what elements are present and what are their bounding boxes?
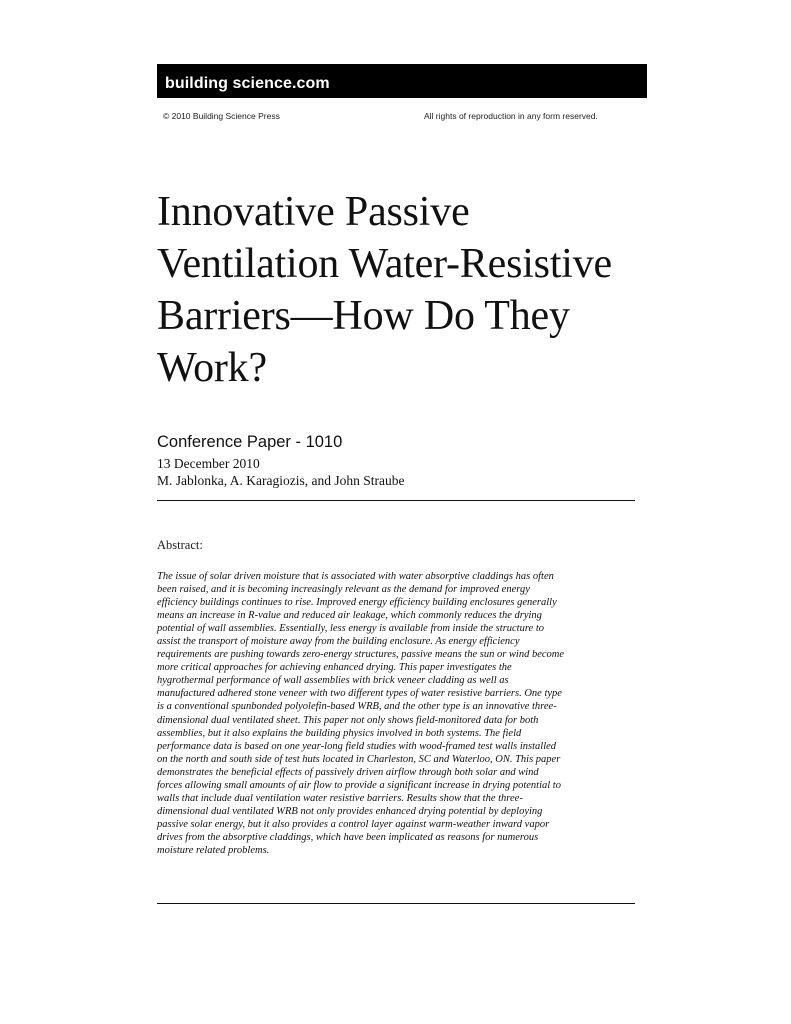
title-line: Barriers—How Do They	[157, 293, 570, 339]
divider-top	[157, 500, 635, 501]
paper-type: Conference Paper - 1010	[157, 433, 343, 451]
abstract-line: on the north and south side of test huts located in Charleston, SC and Waterloo, ON. This paper	[157, 753, 561, 765]
brand-name: building science.com	[165, 75, 330, 92]
paper-authors: M. Jablonka, A. Karagiozis, and John Straube	[157, 473, 405, 488]
copyright-notice: © 2010 Building Science Press	[163, 111, 280, 121]
rights-notice: All rights of reproduction in any form reserved.	[424, 111, 598, 121]
abstract-label: Abstract:	[157, 538, 203, 552]
abstract-line: moisture related problems.	[157, 844, 270, 856]
abstract-line: demonstrates the beneficial effects of passively driven airflow through both solar and wind	[157, 766, 539, 778]
abstract-line: been raised, and it is becoming increasingly relevant as the demand for improved energy	[157, 584, 530, 596]
abstract-line: is a conventional spunbonded polyolefin-based WRB, and the other type is an innovative three-	[157, 701, 557, 713]
abstract-line: forces allowing small amounts of air flow to provide a significant increase in drying potential to	[157, 779, 561, 791]
title-line: Innovative Passive	[157, 189, 470, 235]
abstract-line: assist the transport of moisture away from the building enclosure. As energy efficiency	[157, 636, 520, 648]
abstract-line: walls that include dual ventilation water resistive barriers. Results show that the three-	[157, 792, 523, 804]
abstract-line: performance data is based on one year-long field studies with wood-framed test walls installed	[157, 740, 557, 752]
title-line: Ventilation Water-Resistive	[157, 241, 613, 287]
abstract-line: drives from the absorptive claddings, which have been implicated as reasons for numerous	[157, 831, 539, 843]
paper-date: 13 December 2010	[157, 456, 260, 471]
abstract-line: passive solar energy, but it also provides a control layer against warm-weather inward vapor	[157, 818, 550, 830]
abstract-line: more critical approaches for achieving enhanced drying. This paper investigates the	[157, 662, 512, 674]
abstract-body	[157, 570, 667, 857]
abstract-line: The issue of solar driven moisture that is associated with water absorptive claddings has often	[157, 571, 554, 582]
abstract-line: efficiency buildings continues to rise. Improved energy efficiency building enclosures generally	[157, 597, 557, 609]
abstract-line: dimensional dual ventilated WRB not only provides enhanced drying potential by deploying	[157, 805, 543, 817]
abstract-line: potential of wall assemblies. Essentially, less energy is available from inside the structure to	[157, 623, 545, 635]
abstract-line: assemblies, but it also explains the building physics involved in both systems. The field	[157, 727, 522, 739]
divider-bottom	[157, 903, 635, 904]
abstract-line: hygrothermal performance of wall assemblies with brick veneer cladding as well as	[157, 675, 509, 687]
abstract-line: dimensional dual ventilated sheet. This paper not only shows field-monitored data for both	[157, 714, 539, 726]
abstract-line: means an increase in R-value and reduced air leakage, which commonly reduces the drying	[157, 610, 542, 622]
paper-title	[157, 186, 677, 394]
abstract-line: manufactured adhered stone veneer with two different types of water resistive barriers. One type	[157, 688, 562, 700]
abstract-line: requirements are pushing towards zero-energy structures, passive means the sun or wind become	[157, 649, 565, 661]
brand-header-bar	[157, 64, 647, 98]
title-line: Work?	[157, 345, 267, 391]
